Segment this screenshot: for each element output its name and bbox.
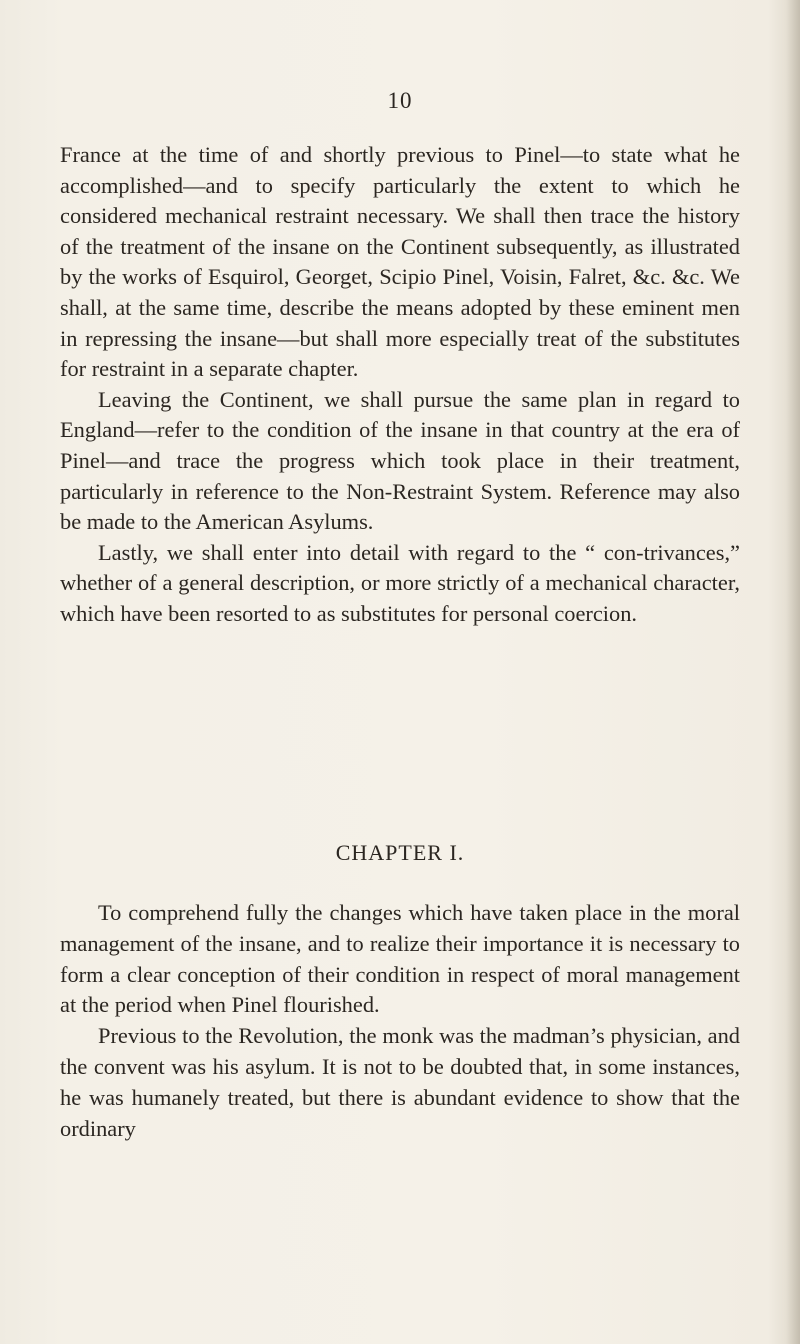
- page-number: 10: [387, 88, 413, 113]
- chapter-text-block: [60, 898, 740, 1144]
- page-edge-shadow: [786, 0, 800, 1344]
- chapter-heading: CHAPTER I.: [335, 840, 465, 865]
- paragraph-2: Leaving the Continent, we shall pursue the same plan in regard to England—refer to the condition of the insane in that country at the era of Pinel—and trace the progress which took place in their treatment, particularly in reference to the Non-Restraint System. Reference may also be made to the American Asylums.: [60, 386, 740, 535]
- intro-text-block: [60, 140, 740, 630]
- chapter-paragraph-2: Previous to the Revolution, the monk was the madman’s physician, and the convent was his asylum. It is not to be doubted that, in some instances, he was humanely treated, but there is abundant evidence to show that the ordinary: [60, 1023, 740, 1141]
- paragraph-1: France at the time of and shortly previous to Pinel—to state what he accomplished—and to specify particularly the extent to which he considered mechanical restraint necessary. We shall then trace the history of the treatment of the insane on the Continent subsequently, as illustrated by the works of Esquirol, Georget, Scipio Pinel, Voisin, Falret, &c. &c. We shall, at the same time, describe the means adopted by these eminent men in repressing the insane—but shall more especially treat of the substitutes for restraint in a separate chapter.: [60, 142, 740, 382]
- paragraph-3: Lastly, we shall enter into detail with regard to the “ con-trivances,” whether of a general description, or more strictly of a mechanical character, which have been resorted to as substitutes for personal coercion.: [60, 539, 740, 626]
- chapter-paragraph-1: To comprehend fully the changes which have taken place in the moral management of the insane, and to realize their importance it is necessary to form a clear conception of their condition in respect of moral management at the period when Pinel flourished.: [60, 900, 740, 1018]
